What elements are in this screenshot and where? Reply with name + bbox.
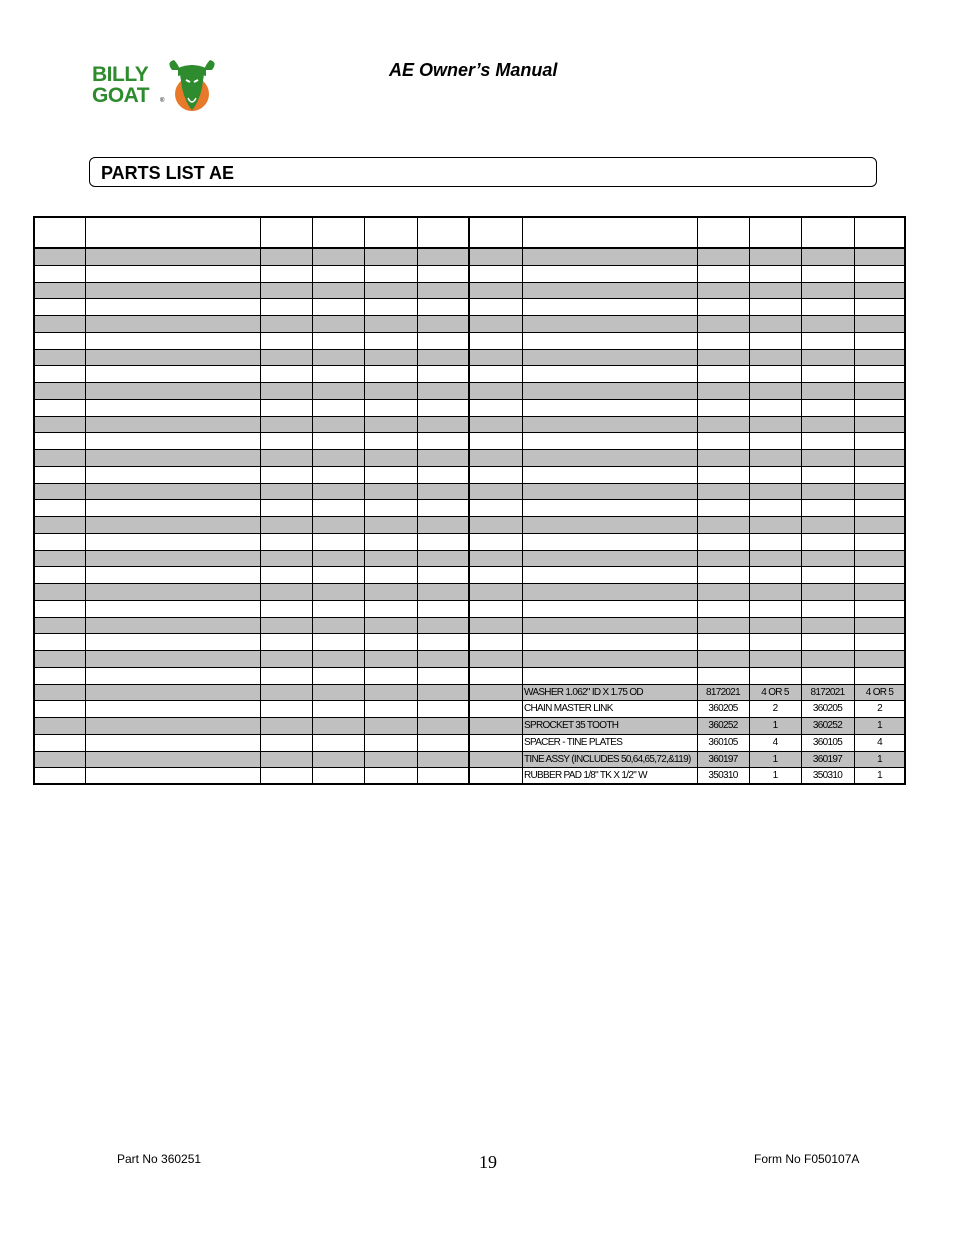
column-divider [260, 216, 261, 785]
section-header-box [89, 157, 877, 187]
part-number-b: 360205 [812, 703, 843, 715]
part-number-b: 360105 [812, 736, 843, 748]
parts-list-table [33, 216, 906, 785]
footer-part-number: Part No 360251 [117, 1152, 202, 1166]
footer-form-number: Form No F050107A [754, 1152, 860, 1166]
quantity-a: 1 [772, 753, 778, 765]
section-title: PARTS LIST AE [101, 163, 235, 183]
quantity-b: 4 OR 5 [865, 686, 894, 698]
footer-page-number: 19 [479, 1152, 497, 1172]
part-description: RUBBER PAD 1/8" TK X 1/2" W [524, 770, 647, 782]
column-divider [85, 216, 86, 785]
part-number-a: 8172021 [705, 686, 741, 698]
part-description: TINE ASSY (INCLUDES 50,64,65,72,&119) [524, 753, 691, 765]
part-number-a: 360197 [708, 753, 738, 765]
quantity-a: 2 [772, 703, 778, 715]
billy-goat-logo [92, 58, 218, 112]
part-number-a: 360105 [708, 736, 738, 748]
part-number-a: 350310 [708, 770, 738, 782]
part-description: CHAIN MASTER LINK [524, 703, 613, 715]
column-divider [697, 216, 698, 785]
quantity-a: 1 [772, 770, 778, 782]
part-number-b: 8172021 [810, 686, 845, 698]
registered-mark: ® [160, 98, 165, 104]
table-bottom-border [33, 783, 905, 785]
quantity-b: 1 [877, 770, 882, 782]
quantity-b: 4 [877, 736, 882, 748]
part-number-a: 360252 [708, 720, 738, 731]
part-description: SPROCKET 35 TOOTH [524, 720, 619, 731]
part-number-a: 360205 [708, 703, 738, 715]
quantity-a: 4 [772, 736, 778, 748]
goat-head-icon [166, 58, 218, 112]
part-number-b: 360252 [812, 720, 843, 731]
part-number-b: 360197 [812, 753, 843, 765]
quantity-b: 1 [877, 753, 882, 765]
column-divider [468, 216, 470, 785]
column-divider [417, 216, 418, 785]
column-divider [904, 216, 906, 785]
column-divider [33, 216, 35, 785]
quantity-b: 2 [877, 703, 882, 715]
column-divider [312, 216, 313, 785]
quantity-b: 1 [877, 720, 882, 731]
part-number-b: 350310 [812, 770, 843, 782]
column-divider [522, 216, 523, 785]
part-description: WASHER 1.062" ID X 1.75 OD [524, 686, 643, 698]
column-divider [801, 216, 802, 785]
part-description: SPACER - TINE PLATES [524, 736, 623, 748]
column-divider [749, 216, 750, 785]
quantity-a: 4 OR 5 [761, 686, 789, 698]
logo-text-billy: BILLY [92, 63, 149, 86]
logo-text-goat: GOAT [92, 84, 150, 107]
quantity-a: 1 [772, 720, 778, 731]
column-divider [854, 216, 855, 785]
document-title: AE Owner’s Manual [389, 60, 558, 80]
column-divider [364, 216, 365, 785]
